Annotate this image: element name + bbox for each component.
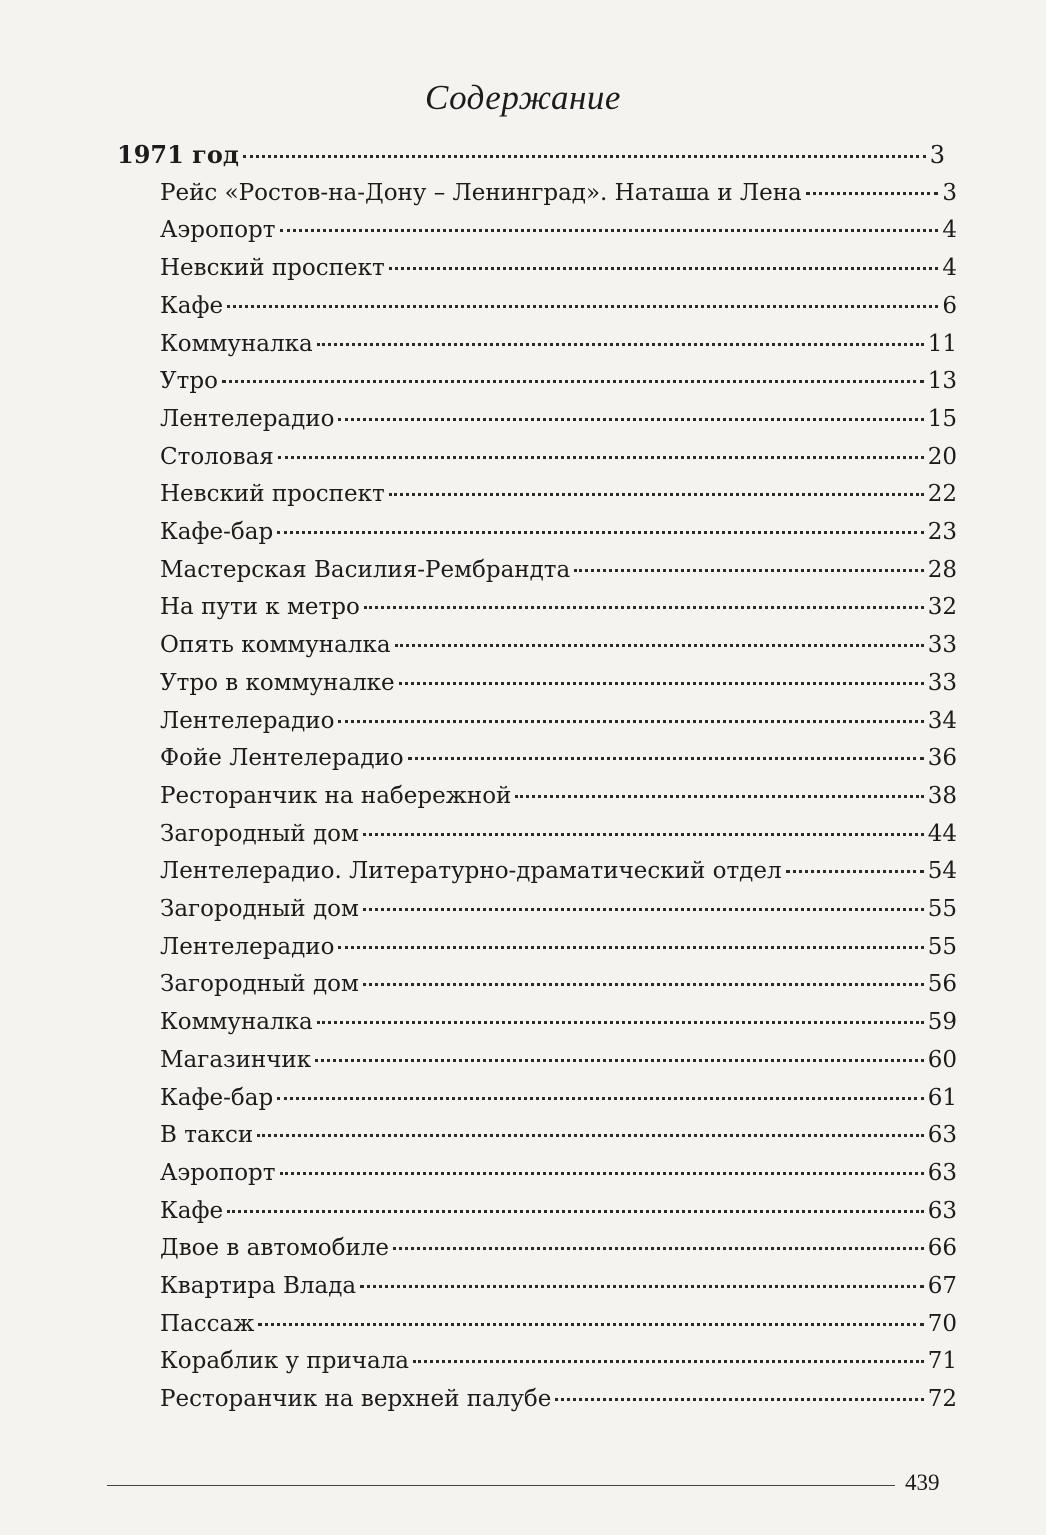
toc-leader-dots xyxy=(399,682,924,685)
page-title: Содержание xyxy=(425,78,621,117)
toc-entry xyxy=(160,894,957,924)
toc-entry-page: 55 xyxy=(927,896,957,922)
toc-entry-title: Загородный дом xyxy=(160,971,359,998)
footer-rule xyxy=(107,1485,895,1486)
toc-entry-page: 22 xyxy=(927,481,957,508)
toc-leader-dots xyxy=(555,1398,923,1401)
toc-leader-dots xyxy=(338,720,923,723)
toc-entry xyxy=(160,781,957,811)
toc-leader-dots xyxy=(786,870,924,873)
toc-entry-page: 36 xyxy=(927,745,957,772)
toc-leader-dots xyxy=(363,983,924,986)
toc-entry-page: 71 xyxy=(927,1348,957,1375)
toc-entry-title: Коммуналка xyxy=(160,1009,313,1036)
toc-leader-dots xyxy=(258,1323,923,1326)
toc-entry xyxy=(160,706,957,736)
toc-leader-dots xyxy=(243,155,926,158)
toc-leader-dots xyxy=(317,343,924,346)
toc-entry xyxy=(160,215,957,245)
toc-entry-page: 61 xyxy=(927,1084,957,1111)
toc-entry xyxy=(160,1045,957,1075)
toc-entry-title: Загородный дом xyxy=(160,820,359,847)
toc-entry-page: 6 xyxy=(942,292,957,319)
toc-entry-title: Фойе Лентелерадио xyxy=(160,745,404,772)
toc-entry xyxy=(160,743,957,773)
toc-entry-title: Загородный дом xyxy=(160,896,359,922)
toc-entry-title: Лентелерадио xyxy=(160,707,335,734)
toc-entry-page: 3 xyxy=(942,179,957,206)
toc-entry-title: Кафе xyxy=(160,292,224,319)
toc-entry xyxy=(160,592,957,622)
toc-entry xyxy=(160,856,957,886)
toc-entry-title: Коммуналка xyxy=(160,330,313,357)
toc-entry xyxy=(160,479,957,509)
toc-entry xyxy=(160,517,957,547)
toc-entry-title: Невский проспект xyxy=(160,255,385,282)
toc-entry-title: На пути к метро xyxy=(160,594,360,621)
toc-entry xyxy=(160,253,957,283)
toc-entry xyxy=(160,1196,957,1226)
toc-entry-page: 4 xyxy=(942,255,957,282)
toc-entry-page: 32 xyxy=(927,594,957,621)
toc-entry xyxy=(160,1158,957,1188)
toc-entry-title: 1971 год xyxy=(117,140,239,169)
toc-entry-title: Аэропорт xyxy=(160,217,276,244)
toc-entry-title: Кафе-бар xyxy=(160,1084,274,1111)
toc-entry-page: 56 xyxy=(927,971,957,998)
toc-entry xyxy=(160,366,957,396)
toc-leader-dots xyxy=(363,908,924,911)
toc-entry-page: 63 xyxy=(927,1159,957,1186)
toc-leader-dots xyxy=(515,795,923,798)
toc-leader-dots xyxy=(393,1247,924,1250)
toc-leader-dots xyxy=(317,1021,924,1024)
toc-entry xyxy=(160,442,957,472)
page-number: 439 xyxy=(905,1470,940,1495)
toc-entry-page: 59 xyxy=(927,1009,957,1036)
toc-entry xyxy=(160,1007,957,1037)
toc-leader-dots xyxy=(408,757,924,760)
toc-entry-title: Пассаж xyxy=(160,1310,255,1337)
toc-entry xyxy=(160,819,957,849)
toc-entry-title: Кафе xyxy=(160,1197,224,1224)
toc-entry-page: 13 xyxy=(927,368,957,395)
toc-entry-page: 15 xyxy=(927,405,957,432)
toc-entry-page: 33 xyxy=(927,632,957,659)
toc-leader-dots xyxy=(364,606,924,609)
toc-entry xyxy=(160,1384,957,1414)
toc-leader-dots xyxy=(277,531,924,534)
toc-entry-title: Кораблик у причала xyxy=(160,1348,410,1375)
toc-leader-dots xyxy=(277,1097,924,1100)
toc-entry xyxy=(160,1271,957,1301)
toc-leader-dots xyxy=(280,229,939,232)
toc-entry xyxy=(160,329,957,359)
toc-entry xyxy=(160,178,957,208)
toc-entry xyxy=(160,291,957,321)
toc-entry-title: Кафе-бар xyxy=(160,519,274,545)
toc-entry-title: Лентелерадио xyxy=(160,405,335,432)
toc-entry-page: 28 xyxy=(927,556,957,583)
toc-entry-page: 67 xyxy=(927,1273,957,1299)
toc-entry-page: 23 xyxy=(927,519,957,545)
toc-entry-title: Квартира Влада xyxy=(160,1273,357,1299)
toc-leader-dots xyxy=(363,833,924,836)
toc-entry-page: 66 xyxy=(927,1235,957,1262)
toc-leader-dots xyxy=(574,569,923,572)
toc-leader-dots xyxy=(338,418,923,421)
toc-entry-page: 4 xyxy=(942,217,957,244)
toc-leader-dots xyxy=(806,192,939,195)
toc-entry-title: Опять коммуналка xyxy=(160,632,391,659)
toc-entry-page: 20 xyxy=(927,443,957,470)
toc-entry-title: Ресторанчик на верхней палубе xyxy=(160,1386,552,1413)
toc-entry-title: Невский проспект xyxy=(160,481,385,508)
toc-entry-page: 3 xyxy=(929,141,945,169)
toc-entry xyxy=(160,555,957,585)
toc-entry-title: Утро в коммуналке xyxy=(160,669,395,696)
toc-entry-page: 11 xyxy=(927,330,957,357)
toc-leader-dots xyxy=(413,1360,924,1363)
toc-entry-page: 38 xyxy=(927,782,957,809)
toc-entry-title: Лентелерадио xyxy=(160,933,335,960)
toc-entry-title: Двое в автомобиле xyxy=(160,1235,390,1262)
toc-leader-dots xyxy=(222,380,924,383)
toc-leader-dots xyxy=(315,1059,924,1062)
toc-entry-page: 44 xyxy=(927,820,957,847)
toc-entry xyxy=(160,404,957,434)
toc-entry-page: 34 xyxy=(927,707,957,734)
toc-entry xyxy=(117,140,945,170)
toc-entry xyxy=(160,1233,957,1263)
toc-entry-title: Столовая xyxy=(160,443,274,470)
toc-entry xyxy=(160,630,957,660)
toc-entry-title: Утро xyxy=(160,368,218,395)
toc-entry xyxy=(160,1083,957,1113)
toc-leader-dots xyxy=(389,493,924,496)
toc-leader-dots xyxy=(227,1210,924,1213)
toc-leader-dots xyxy=(395,644,924,647)
toc-entry xyxy=(160,1309,957,1339)
toc-entry-page: 63 xyxy=(927,1197,957,1224)
toc-entry-title: Магазинчик xyxy=(160,1046,312,1073)
toc-leader-dots xyxy=(360,1285,924,1288)
toc-entry-page: 55 xyxy=(927,933,957,960)
toc-entry-page: 63 xyxy=(927,1122,957,1149)
toc-entry-title: В такси xyxy=(160,1122,254,1149)
toc-entry xyxy=(160,969,957,999)
toc-entry-title: Лентелерадио. Литературно-драматический отдел xyxy=(160,858,782,885)
toc-entry-title: Ресторанчик на набережной xyxy=(160,782,512,809)
toc-entry-page: 33 xyxy=(927,669,957,696)
toc-entry-page: 72 xyxy=(927,1386,957,1413)
toc-entry-page: 54 xyxy=(927,858,957,885)
toc-leader-dots xyxy=(278,456,924,459)
toc-entry-title: Мастерская Василия-Рембрандта xyxy=(160,556,571,583)
toc-entry xyxy=(160,1346,957,1376)
toc-entry xyxy=(160,668,957,698)
toc-entry-page: 60 xyxy=(927,1046,957,1073)
toc-entry xyxy=(160,1120,957,1150)
toc-leader-dots xyxy=(389,267,939,270)
toc-entry-title: Аэропорт xyxy=(160,1159,276,1186)
toc-leader-dots xyxy=(338,946,923,949)
toc-leader-dots xyxy=(227,305,938,308)
toc-entry-title: Рейс «Ростов-на-Дону – Ленинград». Наташа и Лена xyxy=(160,179,802,206)
toc-entry xyxy=(160,932,957,962)
toc-leader-dots xyxy=(280,1172,924,1175)
toc-leader-dots xyxy=(257,1134,923,1137)
toc-entry-page: 70 xyxy=(927,1310,957,1337)
